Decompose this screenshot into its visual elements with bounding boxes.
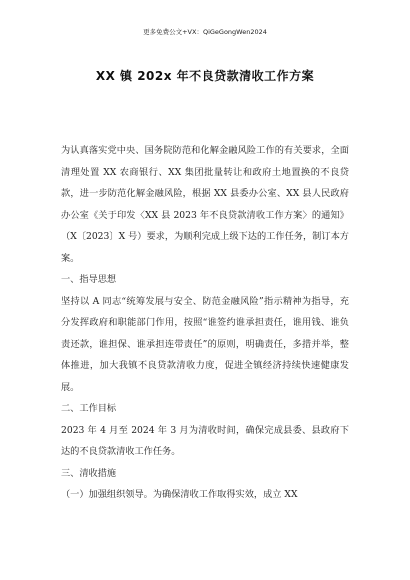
- work-goals-paragraph: 2023 年 4 月至 2024 年 3 月为清收时间，确保完成县委、县政府下达的不良贷款清收工作任务。: [61, 424, 349, 457]
- section-heading-collection-measures: 三、清收措施: [61, 467, 117, 479]
- document-body: [61, 140, 349, 506]
- document-title: XX 镇 202x 年不良贷款清收工作方案: [95, 69, 315, 83]
- collection-measures-paragraph: （一）加强组织领导。为确保清收工作取得实效，成立 XX: [61, 489, 298, 500]
- section-heading-work-goals: 二、工作目标: [61, 403, 117, 414]
- intro-paragraph: 为认真落实党中央、国务院防范和化解金融风险工作的有关要求，全面清理处置 XX 农商银行、XX 集团批量转让和政府土地置换的不良贷款，进一步防范化解金融风险，根据 XX 县委办公室、XX 县人民政府办公室《关于印发〈XX 县 2023 年不良贷款清收工作方案〉的通知》（X〔2023〕X 号）要求，为顺利完成上级下达的工作任务，制订本方案。: [61, 145, 349, 264]
- section-heading-guiding-ideology: 一、指导思想: [61, 274, 117, 285]
- header-note: 更多免费公文+VX：QiGeGongWen2024: [143, 28, 267, 36]
- guiding-ideology-paragraph: 坚持以 A 同志“统筹发展与安全、防范金融风险”指示精神为指导，充分发挥政府和职能部门作用，按照“谁签约谁承担责任，谁用钱、谁负责还款，谁担保、谁承担连带责任”的原则，明确责任，多措并举，整体推进，加大我镇不良贷款清收力度，促进全镇经济持续快速健康发展。: [61, 295, 349, 393]
